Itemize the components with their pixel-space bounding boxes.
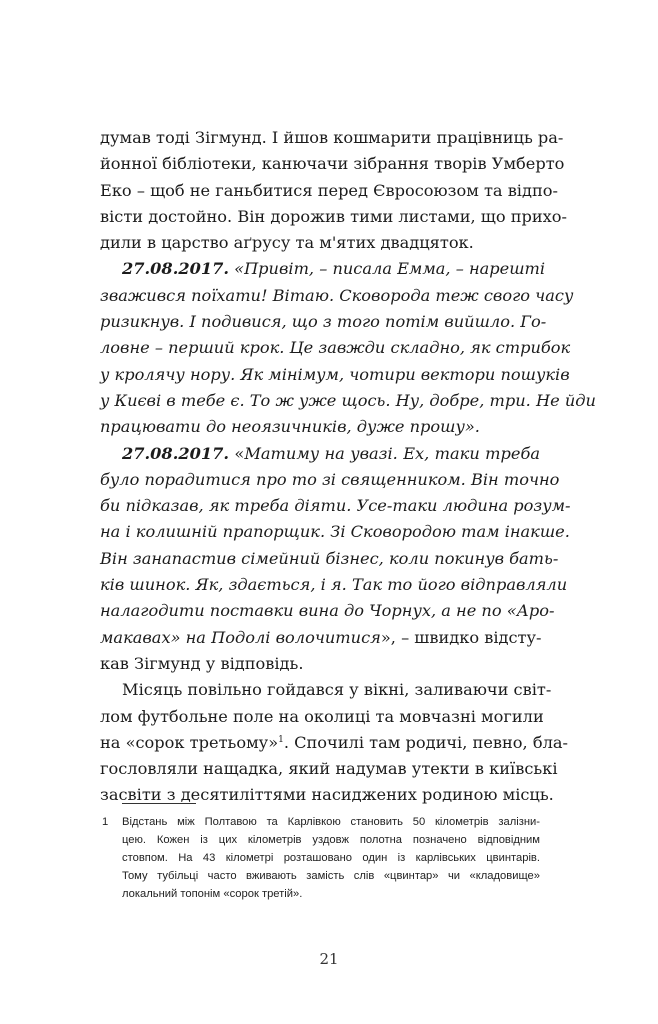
main-text xyxy=(100,125,596,809)
text-line: засвіти з десятиліттями насиджених родиною місць. xyxy=(100,785,554,805)
text-segment: . Спочилі там родичі, певно, бла- xyxy=(283,732,568,752)
text-line: ризикнув. І подивися, що з того потім вийшло. Го- xyxy=(100,312,547,332)
text-line: на і колишній прапорщик. Зі Сковородою там інакше. xyxy=(100,522,570,542)
text-line xyxy=(100,730,568,756)
text-line: гословляли нащадка, який надумав утекти в київські xyxy=(100,759,558,779)
text-line: лом футбольне поле на околиці та мовчазні могили xyxy=(100,706,544,726)
text-line: ків шинок. Як, здається, і я. Так то його відправляли xyxy=(100,575,568,595)
text-line: йонної бібліотеки, канючачи зібрання творів Умберто xyxy=(100,154,565,174)
footnote xyxy=(100,814,540,903)
text-line: дили в царство аґрусу та м'ятих двадцяток. xyxy=(100,233,474,253)
footnote-line: локальний топонім «сорок третій». xyxy=(122,887,303,900)
text-segment: », – швидко відсту- xyxy=(380,627,542,647)
letter-date: 27.08.2017. xyxy=(122,259,230,279)
text-line: Еко – щоб не ганьбитися перед Євросоюзом та відпо- xyxy=(100,180,558,200)
footnote-line: цею. Кожен із цих кілометрів уздовж полотна позначено відповідним xyxy=(122,833,540,846)
text-line xyxy=(100,256,546,282)
text-line: Місяць повільно гойдався у вікні, заливаючи світ- xyxy=(122,680,552,700)
text-segment: на «сорок третьому» xyxy=(100,732,279,752)
footnote-line: стовпом. На 43 кілометрі розташовано один із карлівських цвинтарів. xyxy=(122,851,540,864)
text-line: зважився поїхати! Вітаю. Сковорода теж свого часу xyxy=(100,285,574,305)
letter-date: 27.08.2017. xyxy=(122,443,230,463)
text-line: вісти достойно. Він дорожив тими листами, що прихо- xyxy=(100,206,568,226)
footnote-divider xyxy=(122,803,196,804)
footnote-line: Відстань між Полтавою та Карлівкою становить 50 кілометрів залізни- xyxy=(122,816,540,828)
text-line: би підказав, як треба діяти. Усе-таки людина розум- xyxy=(100,496,571,516)
text-line: працювати до неоязичників, дуже прошу». xyxy=(100,417,480,437)
text-line: ловне – перший крок. Це завжди складно, як стрибок xyxy=(100,338,571,358)
text-line xyxy=(100,441,540,467)
text-line: думав тоді Зігмунд. І йшов кошмарити працівниць ра- xyxy=(100,128,564,147)
text-line: налагодити поставки вина до Чорнух, а не по «Аро- xyxy=(100,601,555,621)
page-number: 21 xyxy=(319,950,339,968)
text-line xyxy=(100,625,540,651)
text-segment: макавах» на Подолі волочитися xyxy=(100,627,381,647)
text-segment: «Привіт, – писала Емма, – нарешті xyxy=(229,259,546,279)
footnote-line: Тому тубільці часто вживають замість слів «цвинтар» чи «кладовище» xyxy=(122,869,540,882)
text-line: було порадитися про то зі священником. Він точно xyxy=(100,469,560,489)
text-line: кав Зігмунд у відповідь. xyxy=(100,653,304,673)
text-line: у Києві в тебе є. То ж уже щось. Ну, добре, три. Не йди xyxy=(100,390,596,410)
footnote-number: 1 xyxy=(102,816,109,828)
text-line: Він занапастив сімейний бізнес, коли покинув бать- xyxy=(100,548,559,568)
text-segment: « xyxy=(229,443,245,463)
text-line: у кролячу нору. Як мінімум, чотири вектори пошуків xyxy=(100,364,570,384)
footnote-reference: 1 xyxy=(278,734,284,745)
text-segment: Матиму на увазі. Ех, таки треба xyxy=(244,443,540,463)
